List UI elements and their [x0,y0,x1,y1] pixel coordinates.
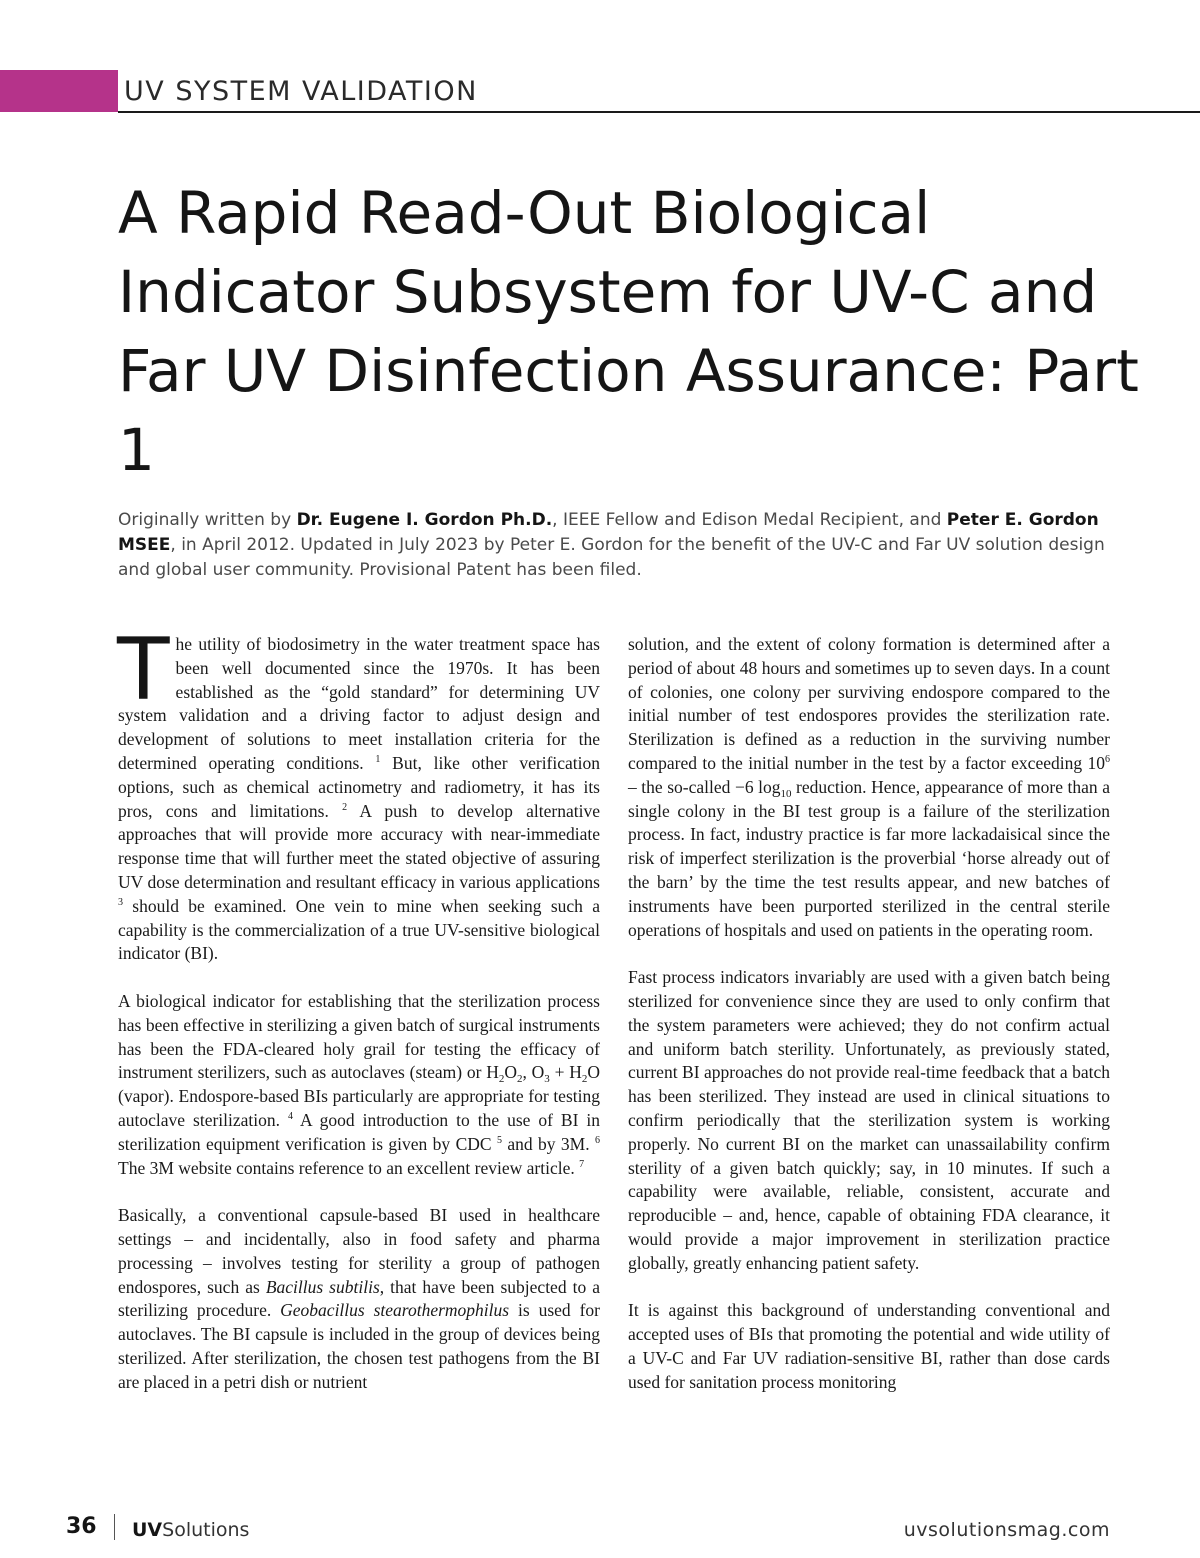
left-paragraph-3 [118,1204,600,1394]
text-run: + H [549,1062,582,1083]
brand-rest: Solutions [162,1519,250,1541]
text-run: O (vapor). Endospore-based BIs particularly are appropriate for testing autoclave sterilization. [118,1062,600,1130]
right-column [628,633,1110,1395]
publication-brand [132,1519,249,1541]
byline-author-1: Dr. Eugene I. Gordon Ph.D. [296,510,553,530]
text-run: is used for autoclaves. The BI capsule is included in the group of devices being sterilized. After sterilization, the chosen test pathogens from the BI are placed in a petri dish or nutrient [118,1300,600,1392]
right-paragraph-2: Fast process indicators invariably are used with a given batch being sterilized for convenience since they are used to only confirm that the system parameters were achieved; they do not confirm actual and uniform batch sterility. Unfortunately, as previously stated, current BI approaches do not provide real-time feedback that a batch has been sterilized. They instead are used in clinical situations to confirm periodically that the sterilization system is working properly. No current BI on the market can unassailability confirm sterility of a given batch quickly; say, in 10 minutes. If such a capability were available, reliable, consistent, accurate and reproducible – and, hence, capable of obtaining FDA clearance, it would provide a major improvement in sterilization practice globally, greatly enhancing patient safety. [628,967,1110,1273]
text-run: A push to develop alternative approaches that will provide more accuracy with near-immediate response time that will further meet the stated objective of assuring UV dose determination and resultant efficacy in various applications [118,800,600,892]
footer-divider [114,1514,115,1540]
reference-7: 7 [579,1158,585,1170]
left-column [117,620,601,1395]
byline-prefix: Originally written by [118,510,297,530]
text-run: But, like other verification options, such as chemical actinometry and radiometry, it has its pros, cons and limitations. [118,752,601,821]
text-run: , O [522,1062,545,1083]
subscript: 3 [544,1073,550,1086]
species-name: Bacillus subtilis [265,1276,380,1297]
subscript: 2 [581,1073,588,1086]
text-run: , that have been subjected to a sterilizing procedure. [118,1276,600,1321]
text-run: – the so-called −6 log [628,776,781,797]
reference-4: 4 [287,1110,293,1122]
left-paragraph-2 [118,990,600,1180]
left-paragraph-1 [117,620,601,966]
drop-cap: T [117,620,170,720]
text-run: and by 3M. [501,1133,595,1154]
text-run: reduction. Hence, appearance of more than a single colony in the BI test group is a failure of the sterilization process. In fact, industry practice is far more lackadaisical since the risk of imperfect sterilization is the proverbial ‘horse already out of the barn’ by the time the test results appear, and new batches of instruments have been purported sterilized in the central sterile operations of hospitals and used on patients in the operating room. [628,776,1111,940]
byline-author-2: Peter E. Gordon MSEE [118,510,1099,555]
reference-6: 6 [595,1134,600,1146]
text-run: Basically, a conventional capsule-based BI used in healthcare settings – and incidentally, also in food safety and pharma processing – involves testing for sterility a group of pathogen endospores, such as [118,1205,600,1297]
text-run: A biological indicator for establishing that the sterilization process has been effective in sterilizing a given batch of surgical instruments has been the FDA-cleared holy grail for testing the efficacy of instrument sterilizers, such as autoclaves (steam) or H [118,990,600,1083]
text-run: A good introduction to the use of BI in sterilization equipment verification is given by CDC [118,1109,601,1154]
header-rule [118,111,1200,113]
byline-mid: , IEEE Fellow and Edison Medal Recipient, and [552,510,947,530]
right-paragraph-3: It is against this background of understanding conventional and accepted uses of BIs that promoting the potential and wide utility of a UV-C and Far UV radiation-sensitive BI, rather than dose cards used for sanitation process monitoring [628,1300,1110,1392]
reference-1: 1 [375,753,381,765]
text-run: he utility of biodosimetry in the water treatment space has been well documented since the 1970s. It has been established as the “gold standard” for determining UV system validation and a driving factor to adjust design and development of solutions to meet installation criteria for the determined operating conditions. [118,634,600,773]
right-paragraph-1 [628,633,1110,942]
section-title: UV SYSTEM VALIDATION [124,76,478,107]
byline-suffix: , in April 2012. Updated in July 2023 by Peter E. Gordon for the benefit of the UV-C and Far UV solution design and global user community. Provisional Patent has been filed. [118,535,1105,580]
reference-3: 3 [118,896,123,908]
brand-strong: UV [132,1519,163,1541]
text-run: should be examined. One vein to mine when seeking such a capability is the commercialization of a true UV-sensitive biological indicator (BI). [118,895,600,964]
subscript: 2 [498,1073,505,1086]
text-run: The 3M website contains reference to an excellent review article. [118,1157,580,1178]
page-number: 36 [66,1514,97,1539]
text-run: O [504,1062,517,1083]
reference-5: 5 [496,1134,502,1146]
species-name: Geobacillus stearothermophilus [280,1300,510,1321]
byline [118,508,1128,583]
section-accent-bar [0,70,118,112]
subscript: 2 [517,1073,523,1086]
log-base: 10 [780,787,792,800]
article-title: A Rapid Read-Out Biological Indicator Subsystem for UV-C and Far UV Disinfection Assurance: Part 1 [118,179,1139,484]
reference-2: 2 [342,801,348,813]
exponent: 6 [1105,753,1110,765]
text-run: solution, and the extent of colony formation is determined after a period of about 48 hours and sometimes up to seven days. In a count of colonies, one colony per surviving endospore compared to the initial number of test endospores provides the sterilization rate. Sterilization is defined as a reduction in the surviving number compared to the initial number in the test by a factor exceeding 10 [628,634,1110,773]
website-url: uvsolutionsmag.com [903,1519,1110,1541]
